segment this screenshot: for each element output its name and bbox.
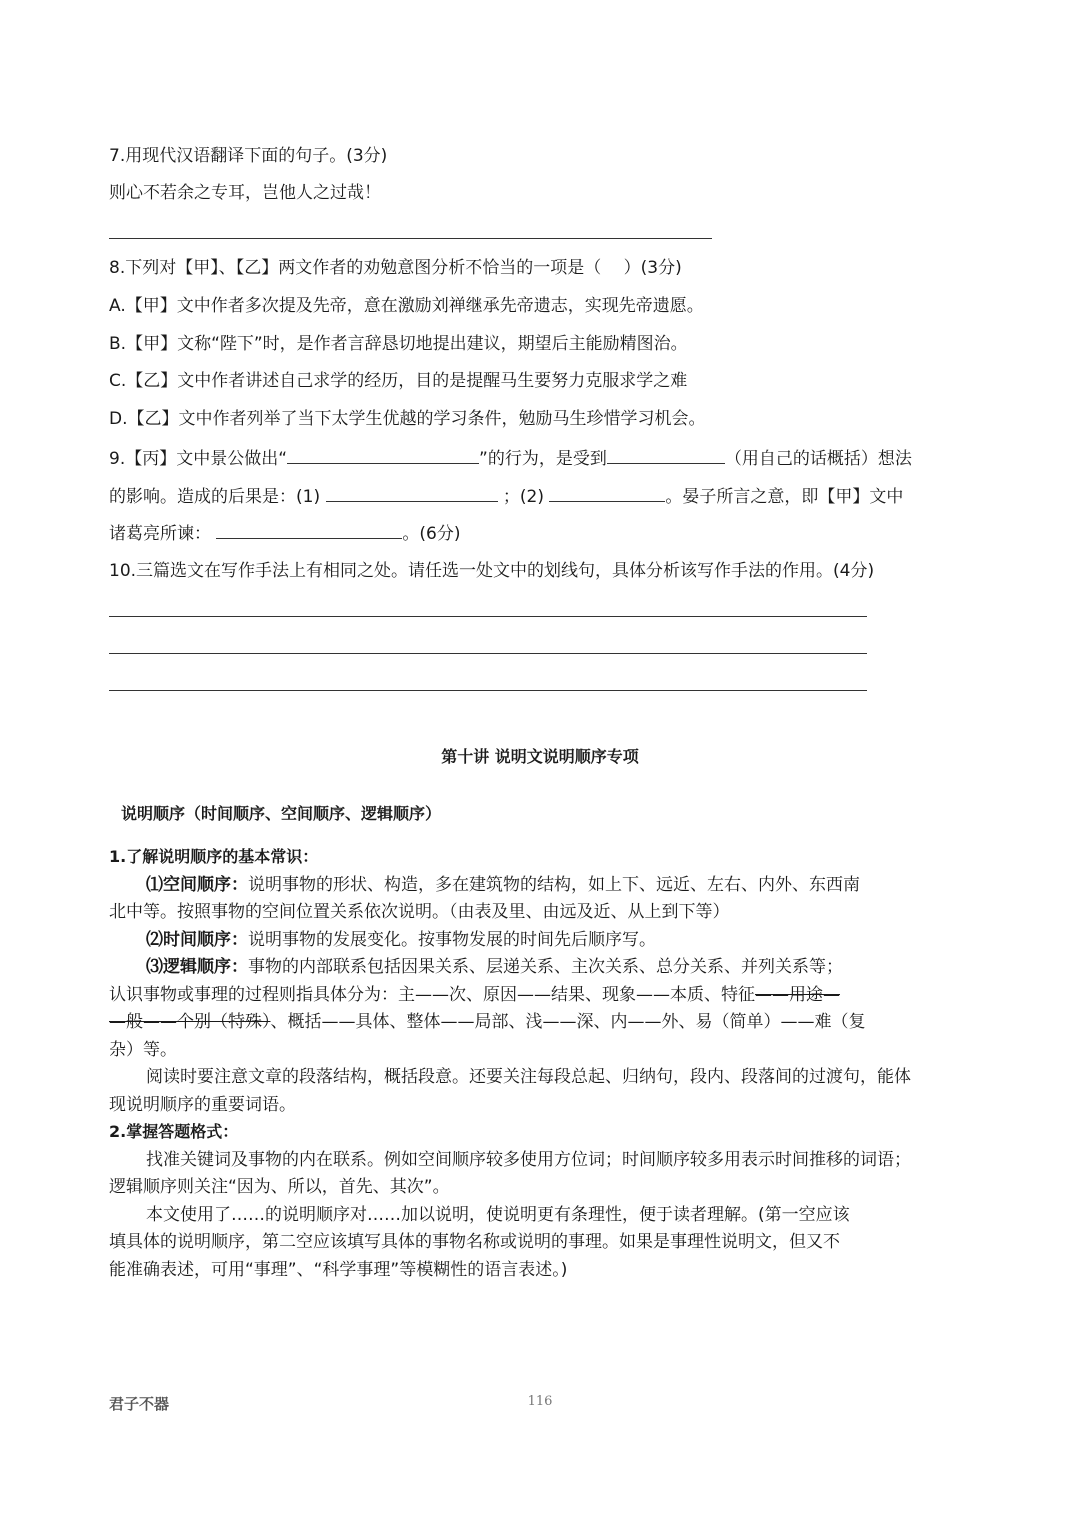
q9-blank-result-1	[326, 484, 498, 502]
format-line-1: 本文使用了……的说明顺序对……加以说明，使说明更有条理性，便于读者理解。(第一空应该	[146, 1205, 850, 1225]
q10-answer-line-2	[109, 653, 867, 654]
q8-option-a: A.【甲】文中作者多次提及先帝，意在激励刘禅继承先帝遗志，实现先帝遗愿。	[109, 296, 704, 316]
space-order-label: ⑴空间顺序：	[146, 875, 248, 895]
answer-tip-line-1: 找准关键词及事物的内在联系。例如空间顺序较多使用方位词；时间顺序较多用表示时间推移的词语；	[146, 1150, 911, 1170]
answer-tip-line-2: 逻辑顺序则关注“因为、所以，首先、其次”。	[109, 1177, 450, 1197]
space-order-line-2: 北中等。按照事物的空间位置关系依次说明。（由表及里、由远及近、从上到下等）	[109, 902, 730, 922]
footer-brand: 君子不器	[109, 1395, 170, 1413]
logic-order-text-1: 事物的内部联系包括因果关系、层递关系、主次关系、总分关系、并列关系等；	[248, 957, 843, 977]
q7-answer-line	[109, 238, 712, 239]
q9-line-3	[109, 521, 461, 545]
logic-order-line-3	[109, 1011, 866, 1033]
logic-order-label: ⑶逻辑顺序：	[146, 957, 248, 977]
q10-answer-line-1	[109, 616, 867, 617]
space-order-line-1	[146, 874, 860, 896]
q9-blank-advice	[216, 521, 402, 539]
q9-line-1-c: （用自己的话概括）想法	[724, 449, 912, 469]
time-order-line	[146, 929, 656, 951]
logic-order-strike-2: —般——个别（特殊）	[109, 1012, 271, 1032]
q7-sentence: 则心不若余之专耳，岂他人之过哉！	[109, 183, 381, 203]
logic-order-text-2: 认识事物或事理的过程则指具体分为：主——次、原因——结果、现象——本质、特征	[109, 985, 755, 1005]
q8-prompt: 8.下列对【甲】、【乙】两文作者的劝勉意图分析不恰当的一项是（ ）(3分)	[109, 258, 682, 278]
q9-blank-behavior	[287, 446, 479, 464]
q7-prompt: 7.用现代汉语翻译下面的句子。(3分)	[109, 146, 388, 166]
logic-order-line-2	[109, 984, 840, 1006]
logic-order-line-4: 杂）等。	[109, 1040, 177, 1060]
q10-prompt: 10.三篇选文在写作手法上有相同之处。请任选一处文中的划线句，具体分析该写作手法的作用。(4分)	[109, 561, 875, 581]
logic-order-line-1	[146, 956, 843, 978]
q9-line-1-a: 9.【丙】文中景公做出“	[109, 449, 288, 469]
section-subtitle: 说明顺序（时间顺序、空间顺序、逻辑顺序）	[121, 804, 442, 823]
reading-tip-line-2: 现说明顺序的重要词语。	[109, 1095, 296, 1115]
q9-line-1	[109, 446, 912, 470]
q10-answer-line-3	[109, 690, 867, 691]
format-line-3: 能准确表述，可用“事理”、“科学事理”等模糊性的语言表述。)	[109, 1260, 568, 1280]
heading-answer-format: 2.掌握答题格式：	[109, 1122, 239, 1141]
q9-line-3-b: 。(6分)	[402, 524, 461, 544]
q8-option-b: B.【甲】文称“陛下”时，是作者言辞恳切地提出建议，期望后主能励精图治。	[109, 334, 688, 354]
section-title: 第十讲 说明文说明顺序专项	[441, 747, 639, 766]
time-order-label: ⑵时间顺序：	[146, 930, 248, 950]
q9-blank-result-2	[549, 484, 665, 502]
logic-order-strike-1: ——用途—	[755, 985, 840, 1005]
q8-option-c: C.【乙】文中作者讲述自己求学的经历，目的是提醒马生要努力克服求学之难	[109, 371, 688, 391]
heading-basic-knowledge: 1.了解说明顺序的基本常识：	[109, 847, 319, 866]
time-order-text: 说明事物的发展变化。按事物发展的时间先后顺序写。	[248, 930, 656, 950]
q9-line-2-c: 。晏子所言之意，即【甲】文中	[665, 487, 904, 507]
q9-line-1-b: ”的行为，是受到	[479, 449, 607, 469]
space-order-text-1: 说明事物的形状、构造，多在建筑物的结构，如上下、远近、左右、内外、东西南	[248, 875, 860, 895]
q9-blank-idea	[607, 446, 725, 464]
q9-line-2-b: ；(2)	[502, 487, 544, 507]
q9-line-2-a: 的影响。造成的后果是：(1)	[109, 487, 321, 507]
logic-order-text-3: 、概括——具体、整体——局部、浅——深、内——外、易（简单）——难（复	[270, 1012, 866, 1032]
q9-line-2	[109, 484, 903, 508]
page-number: 116	[527, 1394, 553, 1409]
format-line-2: 填具体的说明顺序，第二空应该填写具体的事物名称或说明的事理。如果是事理性说明文，但又不	[109, 1232, 840, 1252]
reading-tip-line-1: 阅读时要注意文章的段落结构，概括段意。还要关注每段总起、归纳句，段内、段落间的过渡句，能体	[146, 1067, 911, 1087]
q8-option-d: D.【乙】文中作者列举了当下太学生优越的学习条件，勉励马生珍惜学习机会。	[109, 409, 706, 429]
q9-line-3-a: 诸葛亮所谏：	[109, 524, 211, 544]
